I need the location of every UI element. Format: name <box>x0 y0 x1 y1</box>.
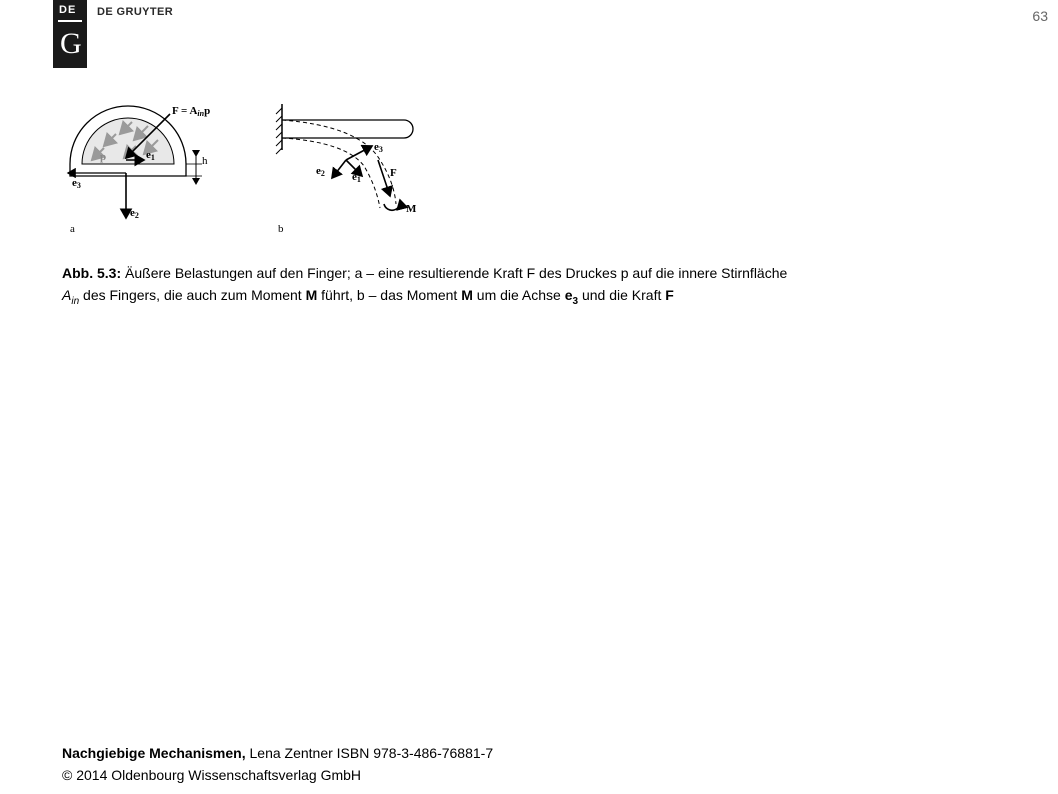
publisher-name: DE GRUYTER <box>97 6 174 18</box>
e2-label-a: e2 <box>130 207 139 220</box>
e1-label-a: e1 <box>146 149 155 162</box>
caption-force-symbol: F <box>665 287 674 303</box>
caption-text-5: und die Kraft <box>578 287 666 303</box>
caption-moment-1: M <box>305 287 318 303</box>
e2-label-b: e2 <box>316 165 325 178</box>
force-label-a: F = Ainp <box>172 105 211 118</box>
page-number: 63 <box>1032 8 1048 24</box>
caption-moment-2: M <box>461 287 473 303</box>
finger-deformed-lower <box>282 138 380 208</box>
e3-arrow-b <box>346 146 372 160</box>
caption-area-sub: in <box>71 295 80 307</box>
caption-text-2: des Fingers, die auch zum Moment <box>79 287 306 303</box>
e2-arrow-b <box>332 160 346 178</box>
force-arrow-b <box>378 160 390 196</box>
panel-a-label: a <box>70 223 75 235</box>
wall-hatching <box>276 108 282 154</box>
F-label-b: F <box>390 167 397 179</box>
figure-caption <box>62 262 942 313</box>
logo-divider <box>58 20 82 22</box>
caption-axis-sub: 3 <box>572 295 579 307</box>
caption-label: Abb. 5.3: <box>62 265 122 281</box>
footer <box>62 742 493 786</box>
panel-a <box>68 105 210 235</box>
h-label: h <box>202 155 208 167</box>
book-title: Nachgiebige Mechanismen, <box>62 745 246 761</box>
figure-5-3 <box>60 100 440 240</box>
publisher-logo <box>53 0 87 68</box>
caption-axis-symbol: e <box>564 287 573 303</box>
logo-g-letter: G <box>60 27 82 60</box>
panel-b <box>276 104 417 235</box>
book-details: Lena Zentner ISBN 978-3-486-76881-7 <box>245 745 494 761</box>
caption-text-3: führt, b – das Moment <box>317 287 462 303</box>
p-label: p <box>100 151 107 163</box>
panel-b-label: b <box>278 223 284 235</box>
e1-label-b: e1 <box>352 171 361 184</box>
copyright: © 2014 Oldenbourg Wissenschaftsverlag GmbH <box>62 767 362 783</box>
caption-text-4: um die Achse <box>472 287 565 303</box>
moment-arrow <box>384 200 400 210</box>
caption-text-1: Äußere Belastungen auf den Finger; a – eine resultierende Kraft F des Druckes p auf die innere Stirnfläche <box>121 265 788 281</box>
e3-label-b: e3 <box>374 141 383 154</box>
M-label-b: M <box>406 203 417 215</box>
caption-area-symbol: A <box>62 287 72 303</box>
finger-undeformed <box>282 120 413 138</box>
logo-de-text: DE <box>59 4 77 16</box>
e3-label-a: e3 <box>72 177 81 190</box>
